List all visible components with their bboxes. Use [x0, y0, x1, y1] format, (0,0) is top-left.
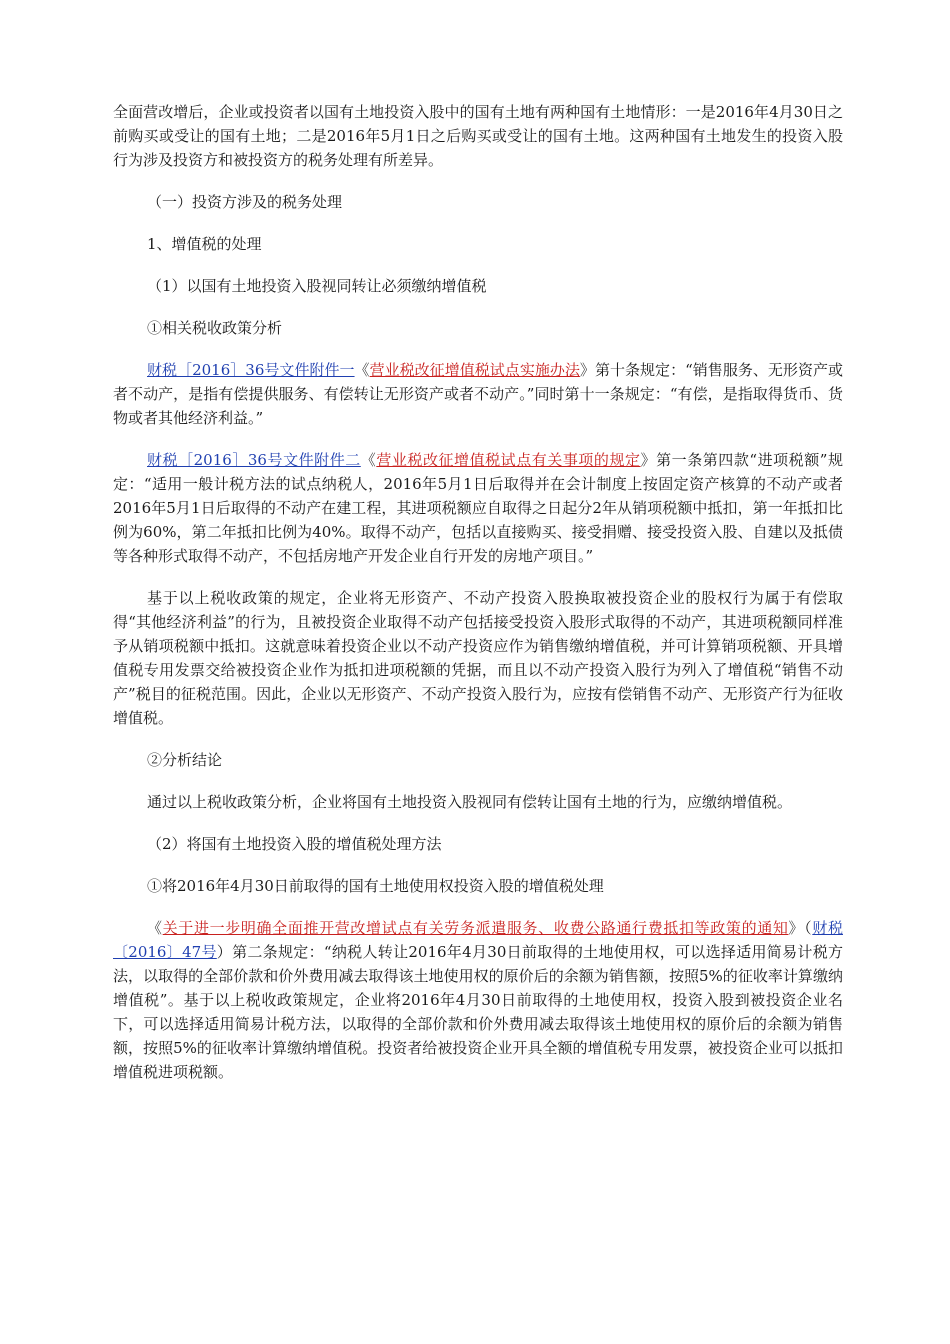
doc-link-annex-1[interactable]: 财税［2016］36号文件附件一 [147, 361, 355, 379]
section-heading-investor: （一）投资方涉及的税务处理 [147, 193, 343, 211]
subheading-vat-method: （2）将国有土地投资入股的增值税处理方法 [147, 835, 442, 853]
intro-paragraph: 全面营改增后，企业或投资者以国有土地投资入股中的国有土地有两种国有土地情形：一是2016年4月30日之前购买或受让的国有土地；二是2016年5月1日之后购买或受让的国有土地。这两种国有土地发生的投资入股行为涉及投资方和被投资方的税务处理有所差异。 [113, 103, 843, 169]
document-body [113, 100, 843, 1102]
bracket-open: 《 [147, 919, 163, 937]
policy-paragraph-2 [113, 448, 843, 568]
doc-link-pilot-measures[interactable]: 营业税改征增值税试点实施办法 [369, 361, 580, 379]
bracket-open: 《 [360, 451, 377, 469]
policy-paragraph-1 [113, 358, 843, 430]
paragraph-text: 》第一条第四款“进项税额”规定：“适用一般计税方法的试点纳税人，2016年5月1日后取得并在会计制度上按固定资产核算的不动产或者2016年5月1日后取得的不动产在建工程，其进项税额应自取得之日起分2年从销项税额中抵扣，第一年抵扣比例为60%，第二年抵扣比例为40%。取得不动产，包括以直接购买、接受捐赠、接受投资入股、自建以及抵债等各种形式取得不动产，不包括房地产开发企业自行开发的房地产项目。” [113, 451, 843, 565]
bracket-open: 《 [354, 361, 370, 379]
subheading-conclusion: ②分析结论 [147, 751, 223, 769]
doc-link-pilot-provisions[interactable]: 营业税改征增值税试点有关事项的规定 [376, 451, 641, 469]
doc-link-caishui-47[interactable]: 财税〔2016〕47号 [113, 919, 843, 961]
doc-link-annex-2[interactable]: 财税［2016］36号文件附件二 [147, 451, 361, 469]
bracket-close: 》（ [788, 919, 813, 937]
doc-link-notice[interactable]: 关于进一步明确全面推开营改增试点有关劳务派遣服务、收费公路通行费抵扣等政策的通知 [162, 919, 789, 937]
conclusion-paragraph: 通过以上税收政策分析，企业将国有土地投资入股视同有偿转让国有土地的行为，应缴纳增值税。 [147, 793, 793, 811]
paragraph-text: ）第二条规定：“纳税人转让2016年4月30日前取得的土地使用权，可以选择适用简易计税方法，以取得的全部价款和价外费用减去取得该土地使用权的原价后的余额为销售额，按照5%的征收率计算缴纳增值税”。基于以上税收政策规定，企业将2016年4月30日前取得的土地使用权，投资入股到被投资企业名下，可以选择适用简易计税方法，以取得的全部价款和价外费用减去取得该土地使用权的原价后的余额为销售额，按照5%的征收率计算缴纳增值税。投资者给被投资企业开具全额的增值税专用发票，被投资企业可以抵扣增值税进项税额。 [113, 943, 844, 1081]
policy-paragraph-3 [113, 916, 843, 1084]
analysis-paragraph: 基于以上税收政策的规定，企业将无形资产、不动产投资入股换取被投资企业的股权行为属于有偿取得“其他经济利益”的行为，且被投资企业取得不动产包括接受投资入股形式取得的不动产，其进项税额同样准予从销项税额中抵扣。这就意味着投资企业以不动产投资应作为销售缴纳增值税，并可计算销项税额、开具增值税专用发票交给被投资企业作为抵扣进项税额的凭据，而且以不动产投资入股行为列入了增值税“销售不动产”税目的征税范围。因此，企业以无形资产、不动产投资入股行为，应按有偿销售不动产、无形资产行为征收增值税。 [113, 589, 843, 727]
subheading-policy-analysis: ①相关税收政策分析 [147, 319, 283, 337]
subheading-deemed-transfer: （1）以国有土地投资入股视同转让必须缴纳增值税 [147, 277, 487, 295]
subheading-before-2016-04-30: ①将2016年4月30日前取得的国有土地使用权投资入股的增值税处理 [147, 877, 604, 895]
paragraph-text: 》第十条规定：“销售服务、无形资产或者不动产，是指有偿提供服务、有偿转让无形资产或者不动产。”同时第十一条规定：“有偿，是指取得货币、货物或者其他经济利益。” [113, 361, 843, 427]
subheading-vat: 1、增值税的处理 [147, 235, 262, 253]
